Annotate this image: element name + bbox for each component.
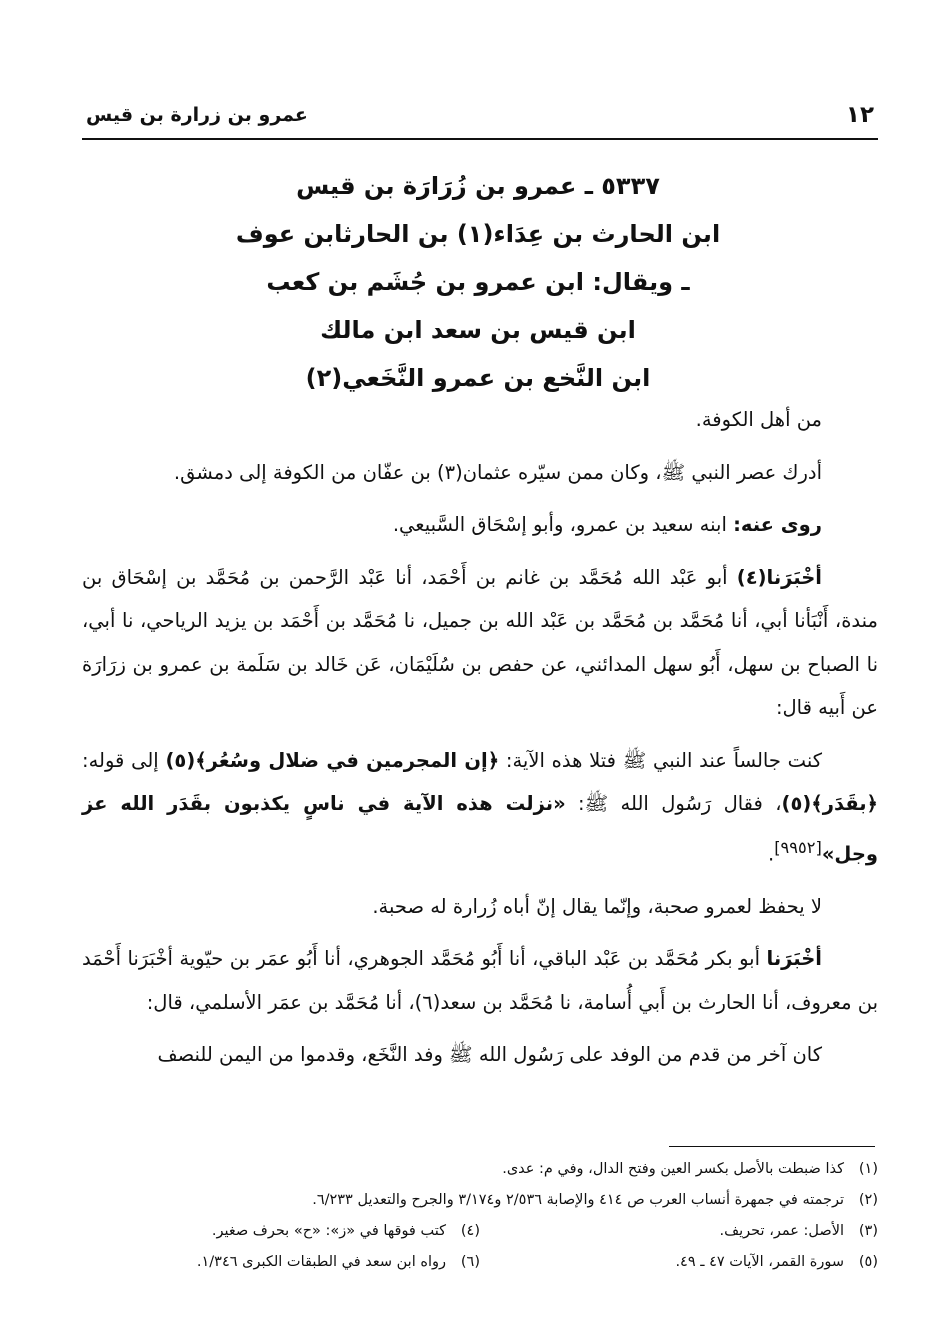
- title-line: ابن قيس بن سعد ابن مالك: [320, 316, 636, 344]
- quran-quote: ﴿بقَدَر﴾(٥): [781, 792, 878, 815]
- prophetic-quote: «نزلت هذه الآية في ناسٍ يكذبون بقَدَر الله عز وجل»: [82, 792, 878, 865]
- footnote-3: [480, 1216, 878, 1247]
- paragraph-remark: [82, 885, 878, 929]
- paragraph-biography: [82, 451, 878, 495]
- footnote-number: (٥): [858, 1254, 878, 1270]
- paragraph-text: من أهل الكوفة.: [695, 408, 822, 431]
- paragraph-hadith: [82, 739, 878, 876]
- title-line: ٥٣٣٧ ـ عمرو بن زُرَارَة بن قيس: [296, 172, 660, 200]
- footnote-text: الأصل: عمر، تحريف.: [719, 1223, 844, 1239]
- paragraph-delegation: [82, 1033, 878, 1077]
- paragraph-text: ابنه سعيد بن عمرو، وأبو إسْحَاق السَّبيعي.: [392, 513, 734, 536]
- page-number: ١٢: [845, 102, 874, 128]
- akhbarana-label: أخْبَرَنا: [766, 947, 822, 970]
- footnote-number: (١): [858, 1161, 878, 1177]
- paragraph-narrators: [82, 503, 878, 547]
- quran-quote: ﴿إن المجرمين في ضلال وسُعُر﴾(٥): [165, 748, 500, 772]
- paragraph-text: إلى قوله:: [82, 748, 166, 772]
- header-rule: [82, 138, 878, 140]
- footnote-number: (٢): [858, 1192, 878, 1208]
- entry-title: [160, 162, 796, 402]
- footnote-2: [82, 1185, 878, 1216]
- running-title: عمرو بن زرارة بن قيس: [86, 104, 308, 126]
- paragraph-text: لا يحفظ لعمرو صحبة، وإنّما يقال إنّ أباه زُرارة له صحبة.: [372, 894, 822, 918]
- footnote-5: [480, 1247, 878, 1278]
- footnote-text: ترجمته في جمهرة أنساب العرب ص ٤١٤ والإصابة ٢/٥٣٦ و٣/١٧٤ والجرح والتعديل ٦/٢٣٣.: [312, 1192, 844, 1208]
- paragraph-isnad-2: [82, 937, 878, 1024]
- footnote-rule: [669, 1146, 875, 1147]
- title-line: ابن النَّخع بن عمرو النَّخَعي(٢): [305, 364, 651, 392]
- akhbarana-label: أخْبَرَنا(٤): [736, 565, 822, 589]
- title-line: ـ ويقال: ابن عمرو بن جُشَم بن كعب: [266, 268, 690, 296]
- running-header: [82, 98, 878, 132]
- footnote-text: كتب فوقها في «ز»: «ح» بحرف صغير.: [211, 1223, 446, 1239]
- paragraph-text: كان آخر من قدم من الوفد على رَسُول الله ﷺ وفد النَّخَع، وقدموا من اليمن للنصف: [157, 1043, 822, 1066]
- title-line: ابن الحارث بن عِدَاء(١) بن الحارثابن عوف: [235, 220, 721, 248]
- paragraph-text: ، فقال رَسُول الله ﷺ:: [565, 792, 782, 815]
- body-text: [82, 398, 878, 1086]
- footnote-row: [82, 1216, 878, 1247]
- footnote-6: [82, 1247, 480, 1278]
- footnote-number: (٤): [460, 1223, 480, 1239]
- footnote-1: [82, 1154, 878, 1185]
- footnotes: [82, 1154, 878, 1278]
- footnote-number: (٦): [460, 1254, 480, 1270]
- narrators-label: روى عنه:: [733, 513, 822, 536]
- footnote-text: كذا ضبطت بالأصل بكسر العين وفتح الدال، وفي م: عدى.: [502, 1161, 844, 1177]
- paragraph-text: كنت جالساً عند النبي ﷺ فتلا هذه الآية:: [499, 748, 822, 772]
- paragraph-origin: [82, 398, 878, 442]
- paragraph-text: أبو بكر مُحَمَّد بن عَبْد الباقي، أنا أَبُو مُحَمَّد الجوهري، أنا أَبُو عمَر بن حيّوية أخْبَرَنا أَحْمَد بن معروف، أنا الحارث بن أَبي أُسامة، نا مُحَمَّد بن سعد(٦)، أنا مُحَمَّد بن عمَر الأسلمي، قال:: [82, 947, 878, 1014]
- paragraph-isnad-1: [82, 556, 878, 730]
- paragraph-text: .: [768, 842, 775, 865]
- footnote-number: (٣): [858, 1223, 878, 1239]
- paragraph-text: أبو عَبْد الله مُحَمَّد بن غانم بن أَحْمَد، أنا عَبْد الرَّحمن بن مُحَمَّد بن إسْحَاق بن مندة، أَنْبَأنا أبي، أنا مُحَمَّد بن مُحَمَّد بن عَبْد الله بن جميل، نا مُحَمَّد بن أَحْمَد بن يزيد الرياحي، نا أبي، نا الصباح بن سهل، أَبُو سهل المدائني، عن حفص بن سُلَيْمَان، عَن خَالد بن سَلَمة بن عمرو بن زرَارَة عن أَبيه قال:: [82, 565, 878, 719]
- hadith-reference-number: [٩٩٥٢]: [774, 837, 822, 857]
- footnote-row: [82, 1247, 878, 1278]
- footnote-text: رواه ابن سعد في الطبقات الكبرى ١/٣٤٦.: [196, 1254, 446, 1270]
- footnote-4: [82, 1216, 480, 1247]
- paragraph-text: أدرك عصر النبي ﷺ، وكان ممن سيّره عثمان(٣) بن عفّان من الكوفة إلى دمشق.: [173, 460, 822, 484]
- footnote-text: سورة القمر، الآيات ٤٧ ـ ٤٩.: [675, 1254, 844, 1270]
